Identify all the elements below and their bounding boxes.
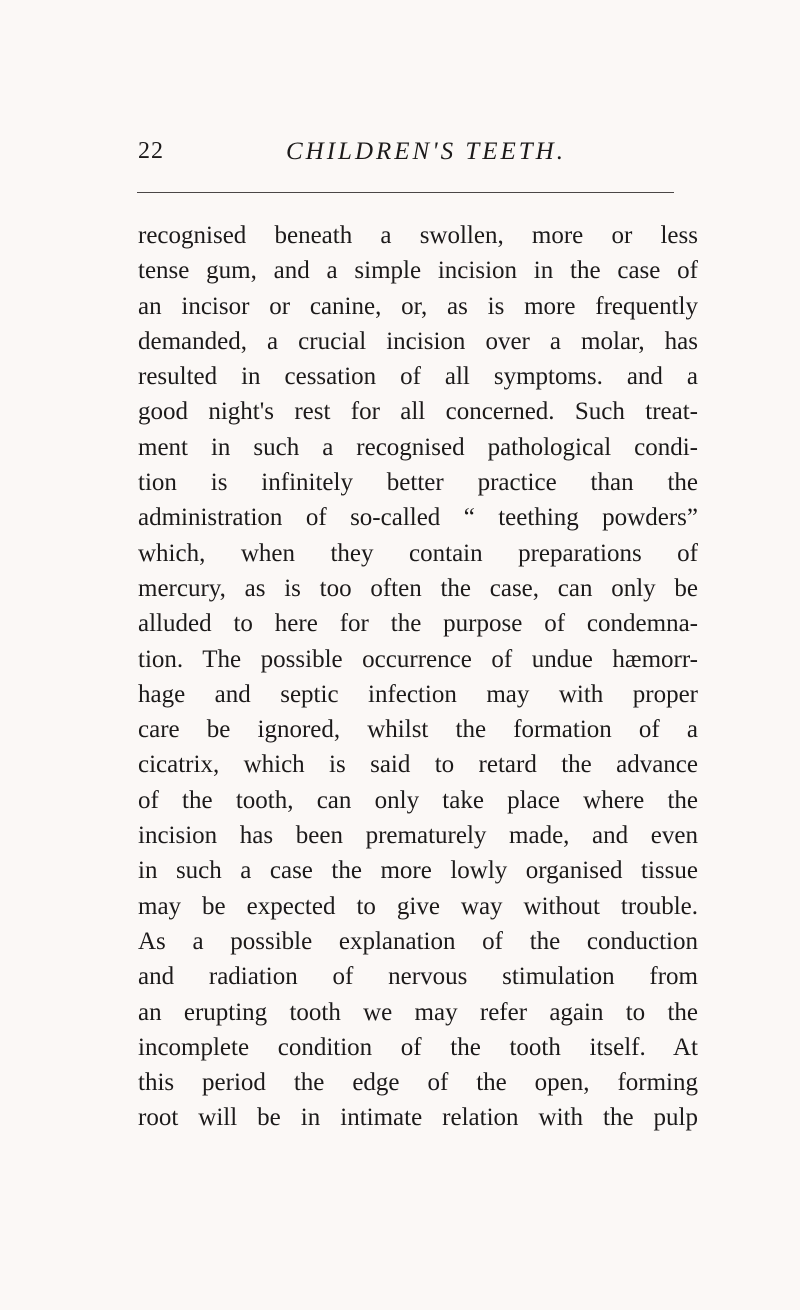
text-line: ment in such a recognised pathological condi-: [138, 433, 698, 461]
text-line: tion. The possible occurrence of undue hæmorr-: [138, 645, 698, 673]
text-line: which, when they contain preparations of: [138, 539, 698, 567]
text-line: care be ignored, whilst the formation of a: [138, 716, 698, 744]
body-paragraph: [138, 218, 698, 1136]
text-line: root will be in intimate relation with the pulp: [138, 1104, 698, 1132]
text-line: good night's rest for all concerned. Such treat-: [138, 398, 698, 426]
text-line: an erupting tooth we may refer again to the: [138, 998, 698, 1026]
page-number: 22: [138, 138, 164, 164]
text-line: recognised beneath a swollen, more or less: [138, 222, 698, 249]
text-line: this period the edge of the open, forming: [138, 1069, 698, 1097]
text-line: resulted in cessation of all symptoms. and a: [138, 363, 698, 391]
header-rule: [137, 192, 674, 193]
text-line: alluded to here for the purpose of condemna-: [138, 610, 698, 638]
text-line: an incisor or canine, or, as is more frequently: [138, 292, 698, 320]
text-line: incomplete condition of the tooth itself. At: [138, 1033, 698, 1061]
text-line: may be expected to give way without trouble.: [138, 892, 698, 920]
running-title: CHILDREN'S TEETH.: [286, 138, 566, 165]
text-line: tion is infinitely better practice than the: [138, 469, 698, 497]
text-line: hage and septic infection may with proper: [138, 680, 698, 708]
text-line: and radiation of nervous stimulation from: [138, 963, 698, 991]
text-line: of the tooth, can only take place where the: [138, 786, 698, 814]
text-line: demanded, a crucial incision over a molar, has: [138, 327, 698, 355]
text-line: incision has been prematurely made, and even: [138, 822, 698, 850]
text-line: tense gum, and a simple incision in the case of: [138, 257, 698, 285]
text-line: cicatrix, which is said to retard the advance: [138, 751, 698, 779]
text-line: in such a case the more lowly organised tissue: [138, 857, 698, 885]
page-header: [0, 138, 800, 178]
text-line: administration of so-called “ teething powders”: [138, 504, 698, 532]
text-line: As a possible explanation of the conduction: [138, 927, 698, 955]
text-line: mercury, as is too often the case, can only be: [138, 574, 698, 602]
